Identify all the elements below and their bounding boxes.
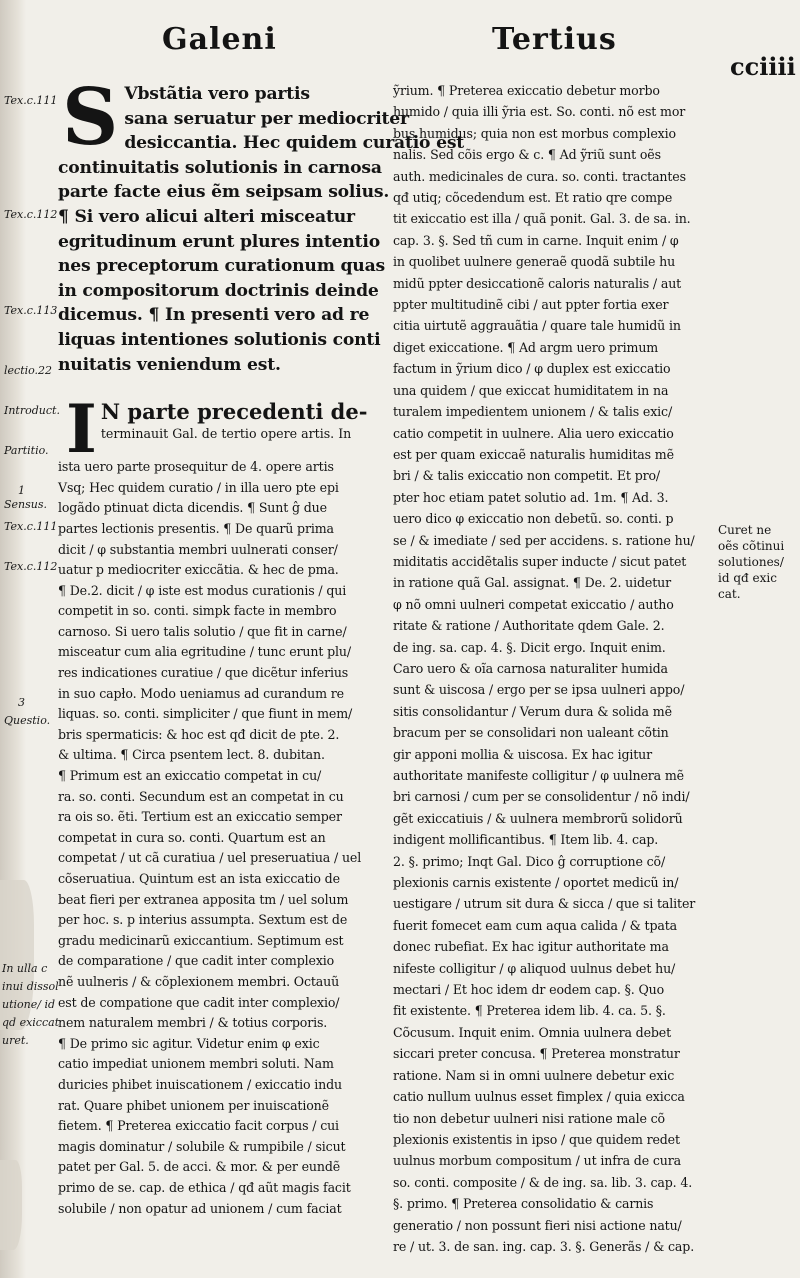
text-line: ra. so. conti. Secundum est an competat in cu (58, 788, 344, 804)
margin-note: 3 (18, 696, 25, 709)
margin-note: Tex.c.112 (4, 560, 58, 573)
text-line: patet per Gal. 5. de acci. & mor. & per eundẽ (58, 1159, 341, 1175)
drop-cap: S (62, 72, 119, 163)
text-line: liquas intentiones solutionis conti (58, 329, 381, 350)
text-line: bracum per se consolidari non ualeant cõtin (393, 725, 669, 741)
text-line: so. conti. composite / & de ing. sa. lib. 3. cap. 4. (393, 1174, 693, 1190)
text-line: ratione. Nam si in omni uulnere debetur exic (393, 1067, 675, 1083)
text-line: ppter multitudinẽ cibi / aut ppter fortia exer (393, 297, 669, 313)
folio-number: cciiii (730, 52, 796, 81)
text-line: fuerit fomecet eam cum aqua calida / & tpata (393, 917, 678, 933)
text-line: auth. medicinales de cura. so. conti. tractantes (393, 168, 686, 184)
text-line: siccari preter concusa. ¶ Preterea monstratur (393, 1046, 680, 1062)
text-line: continuitatis solutionis in carnosa (58, 157, 382, 178)
text-line: cõseruatiua. Quintum est an ista exiccatio de (58, 871, 340, 886)
text-line: midũ ppter desiccationẽ caloris naturalis / aut (393, 275, 682, 291)
text-line: est per quam exiccaẽ naturalis humiditas mẽ (393, 446, 674, 462)
text-line: donec rubefiat. Ex hac igitur authoritate ma (393, 939, 669, 955)
text-line: bri carnosi / cum per se consolidentur / nõ indi/ (393, 789, 690, 805)
margin-note: Tex.c.111 (4, 520, 58, 533)
text-line: tio non debetur uulneri nisi ratione male cõ (393, 1110, 665, 1126)
text-line: magis dominatur / solubile & rumpibile / sicut (58, 1138, 346, 1154)
text-line: per hoc. s. p interius assumpta. Sextum est de (58, 912, 348, 928)
text-line: sitis consolidantur / Verum dura & solida mẽ (393, 703, 672, 719)
page-stain (0, 1160, 22, 1250)
text-line: φ nõ omni uulneri competat exiccatio / autho (393, 596, 674, 612)
text-line: ¶ Si vero alicui alteri misceatur (58, 206, 355, 227)
text-line: Vsq; Hec quidem curatio / in illa uero pte epi (58, 479, 339, 495)
text-line: & ultima. ¶ Circa psentem lect. 8. dubitan. (58, 747, 325, 763)
text-line: plexionis carnis existente / oportet medicũ in/ (393, 875, 679, 891)
note-line: solutiones/ (718, 555, 784, 569)
text-line: cap. 3. §. Sed tñ cum in carne. Inquit enim / φ (393, 232, 679, 248)
text-line: citia uirtutẽ aggrauãtia / quare tale humidũ in (393, 318, 681, 334)
text-line: in ratione quã Gal. assignat. ¶ De. 2. uidetur (393, 575, 671, 591)
text-line: mectari / Et hoc idem dr eodem cap. §. Quo (393, 982, 665, 998)
text-line: rat. Quare phibet unionem per inuiscationẽ (58, 1097, 329, 1113)
text-line: ¶ Primum est an exiccatio competat in cu/ (58, 768, 322, 784)
text-line: bris spermaticis: & hoc est qđ dicit de pte. 2. (58, 726, 340, 742)
lead-paragraph (58, 72, 465, 377)
text-line: bus humidus; quia non est morbus complexio (393, 125, 676, 141)
margin-note: qd exiccat (2, 1016, 60, 1029)
text-line: diget exiccatione. ¶ Ad argm uero primum (393, 339, 659, 355)
margin-note: Questio. (4, 714, 51, 727)
running-head-left: Galeni (162, 22, 277, 57)
text-line: tit exiccatio est illa / quã ponit. Gal. 3. de sa. in. (393, 211, 691, 227)
margin-note: Introduct. (4, 404, 60, 417)
text-line: nem naturalem membri / & totius corporis. (58, 1015, 328, 1031)
text-line: beat fieri per extranea apposita tm / uel solum (58, 891, 349, 907)
text-line: una quidem / que exiccat humiditatem in na (393, 382, 669, 398)
text-line: nifeste colligitur / φ aliquod uulnus debet hu/ (393, 960, 676, 976)
text-line: nalis. Sed cõis ergo & c. ¶ Ad ỹriũ sunt oẽs (393, 147, 661, 163)
text-line: desiccantia. Hec quidem curatio est (124, 133, 465, 154)
text-line: carnoso. Si uero talis solutio / que fit in carne/ (58, 623, 347, 639)
text-line: 2. §. primo; Inqt Gal. Dico ĝ corruptione cõ/ (393, 853, 666, 869)
margin-note: Sensus. (4, 498, 48, 511)
drop-cap: I (66, 390, 97, 469)
note-line: Curet ne (718, 523, 772, 537)
text-line: in quolibet uulnere generaẽ quodã subtile hu (393, 254, 676, 270)
text-line: uulnus morbum compositum / ut infra de cura (393, 1153, 681, 1169)
text-line: dicit / φ substantia membri uulnerati conser/ (58, 541, 338, 557)
text-line: de comparatione / que cadit inter complexio (58, 953, 335, 969)
text-line: misceatur cum alia egritudine / tunc erunt plu/ (58, 644, 351, 660)
margin-note: Tex.c.112 (4, 208, 58, 221)
text-line: Cõcusum. Inquit enim. Omnia uulnera debet (393, 1024, 671, 1040)
text-line: catio competit in uulnere. Alia uero exiccatio (393, 425, 674, 441)
text-line: factum in ỹrium dico / φ duplex est exiccatio (393, 361, 671, 377)
text-line: indigent mollificantibus. ¶ Item lib. 4. cap. (393, 832, 659, 848)
text-line: authoritate manifeste colligitur / φ uulnera mẽ (393, 768, 684, 783)
text-line: fietem. ¶ Preterea exiccatio facit corpus / cui (58, 1118, 339, 1134)
text-line: gir apponi mollia & uiscosa. Ex hac igitur (393, 746, 652, 762)
text-line: gẽt exiccatiuis / & uulnera membrorũ solidorũ (393, 810, 683, 826)
text-line: ra ois so. ẽti. Tertium est an exiccatio semper (58, 809, 342, 825)
text-line: logãdo ptinuat dicta dicendis. ¶ Sunt ĝ due (58, 500, 327, 516)
text-line: catio nullum uulnus esset fimplex / quia exicca (393, 1089, 685, 1105)
text-line: partes lectionis presentis. ¶ De quarũ prima (58, 520, 334, 536)
text-line: res indicationes curatiue / que dicẽtur inferius (58, 665, 349, 681)
text-line: Caro uero & oĩa carnosa naturaliter humida (393, 660, 668, 676)
text-line: nes preceptorum curationum quas (58, 256, 386, 277)
commentary-text (58, 457, 378, 1219)
text-line: fit existente. ¶ Preterea idem lib. 4. ca. 5. §. (393, 1003, 666, 1019)
text-line: competit in so. conti. simpk facte in membro (58, 603, 337, 619)
text-line: ¶ De primo sic agitur. Videtur enim φ exic (58, 1035, 320, 1051)
text-line: liquas. so. conti. simpliciter / que fiunt in mem/ (58, 706, 353, 722)
text-line: sana seruatur per mediocriter (124, 108, 409, 129)
margin-note: Partitio. (4, 444, 49, 457)
text-line: pter hoc etiam patet solutio ad. 1m. ¶ Ad. 3. (393, 489, 669, 505)
text-line: est de compatione que cadit inter complexio/ (58, 994, 340, 1010)
margin-note: Tex.c.111 (4, 94, 58, 107)
text-line: ritate & ratione / Authoritate qdem Gale. 2. (393, 618, 665, 634)
text-line: parte facte eius ẽm seipsam solius. (58, 182, 390, 203)
text-line: qđ utiq; cõcedendum est. Et ratio qre compe (393, 190, 673, 206)
margin-note: uret. (2, 1034, 29, 1047)
text-line: miditatis accidẽtalis super inducte / sicut patet (393, 553, 687, 569)
text-line: terminauit Gal. de tertio opere artis. In (100, 426, 352, 442)
text-line: competat in cura so. conti. Quartum est an (58, 829, 326, 845)
text-line: uatur p mediocriter exiccãtia. & hec de pma. (58, 562, 339, 578)
right-column (393, 80, 715, 1257)
margin-note: Tex.c.113 (4, 304, 58, 317)
text-line: de ing. sa. cap. 4. §. Dicit ergo. Inquit enim. (393, 639, 666, 655)
text-line: duricies phibet inuiscationem / exiccatio indu (58, 1076, 343, 1092)
left-column (58, 72, 465, 1219)
text-line: egritudinum erunt plures intentio (58, 231, 381, 252)
text-line: catio impediat unionem membri soluti. Nam (58, 1056, 334, 1072)
margin-note: inui dissol (2, 980, 59, 993)
text-line: gradu medicinarũ exiccantium. Septimum est (58, 932, 344, 948)
page-gutter (0, 0, 26, 1278)
text-line: bri / & talis exiccatio non competit. Et pro/ (393, 468, 661, 484)
margin-note: utione/ id (2, 998, 56, 1011)
text-line: ista uero parte prosequitur de 4. opere artis (58, 459, 334, 475)
text-line: in suo capło. Modo ueniamus ad curandum re (58, 685, 344, 701)
text-line: se / & imediate / sed per accidens. s. ratione hu/ (393, 532, 695, 548)
text-line: Vbstãtia vero partis (124, 84, 310, 104)
note-line: cat. (718, 587, 741, 601)
margin-note: 1 (18, 484, 25, 497)
text-line: turalem impedientem unionem / & talis exic/ (393, 404, 673, 420)
text-line: uestigare / utrum sit dura & sicca / que si taliter (393, 896, 696, 912)
right-margin-note (718, 522, 784, 602)
text-line: dicemus. ¶ In presenti vero ad re (58, 305, 370, 326)
text-line: sunt & uiscosa / ergo per se ipsa uulneri appo/ (393, 682, 685, 698)
text-line: nuitatis veniendum est. (58, 354, 281, 375)
text-line: uero dico φ exiccatio non debetũ. so. conti. p (393, 511, 674, 527)
margin-note: In ulla c (2, 962, 48, 975)
text-line: solubile / non opatur ad unionem / cum faciat (58, 1200, 342, 1216)
text-line: plexionis existentis in ipso / que quidem redet (393, 1131, 680, 1147)
note-line: id qđ exic (718, 571, 777, 585)
text-line: §. primo. ¶ Preterea consolidatio & carnis (393, 1196, 654, 1212)
note-line: oẽs cõtinui (718, 539, 785, 553)
text-line: primo de se. cap. de ethica / qđ aũt magis facit (58, 1179, 351, 1195)
text-line: competat / ut cã curatiua / uel preseruatiua / uel (58, 850, 362, 866)
running-head-center: Tertius (492, 22, 617, 57)
text-line: N parte precedenti de- (100, 399, 368, 425)
text-line: ¶ De.2. dicit / φ iste est modus curationis / qui (58, 582, 347, 598)
text-line: nẽ uulneris / & cõplexionem membri. Octauũ (58, 973, 340, 989)
text-line: ỹrium. ¶ Preterea exiccatio debetur morbo (393, 83, 660, 98)
text-line: re / ut. 3. de san. ing. cap. 3. §. Generãs / & cap. (393, 1238, 695, 1254)
text-line: in compositorum doctrinis deinde (58, 280, 379, 301)
text-line: generatio / non possunt fieri nisi actione natu/ (393, 1217, 682, 1233)
text-line: humido / quia illi ỹria est. So. conti. nõ est mor (393, 104, 686, 120)
margin-note: lectio.22 (4, 364, 53, 377)
